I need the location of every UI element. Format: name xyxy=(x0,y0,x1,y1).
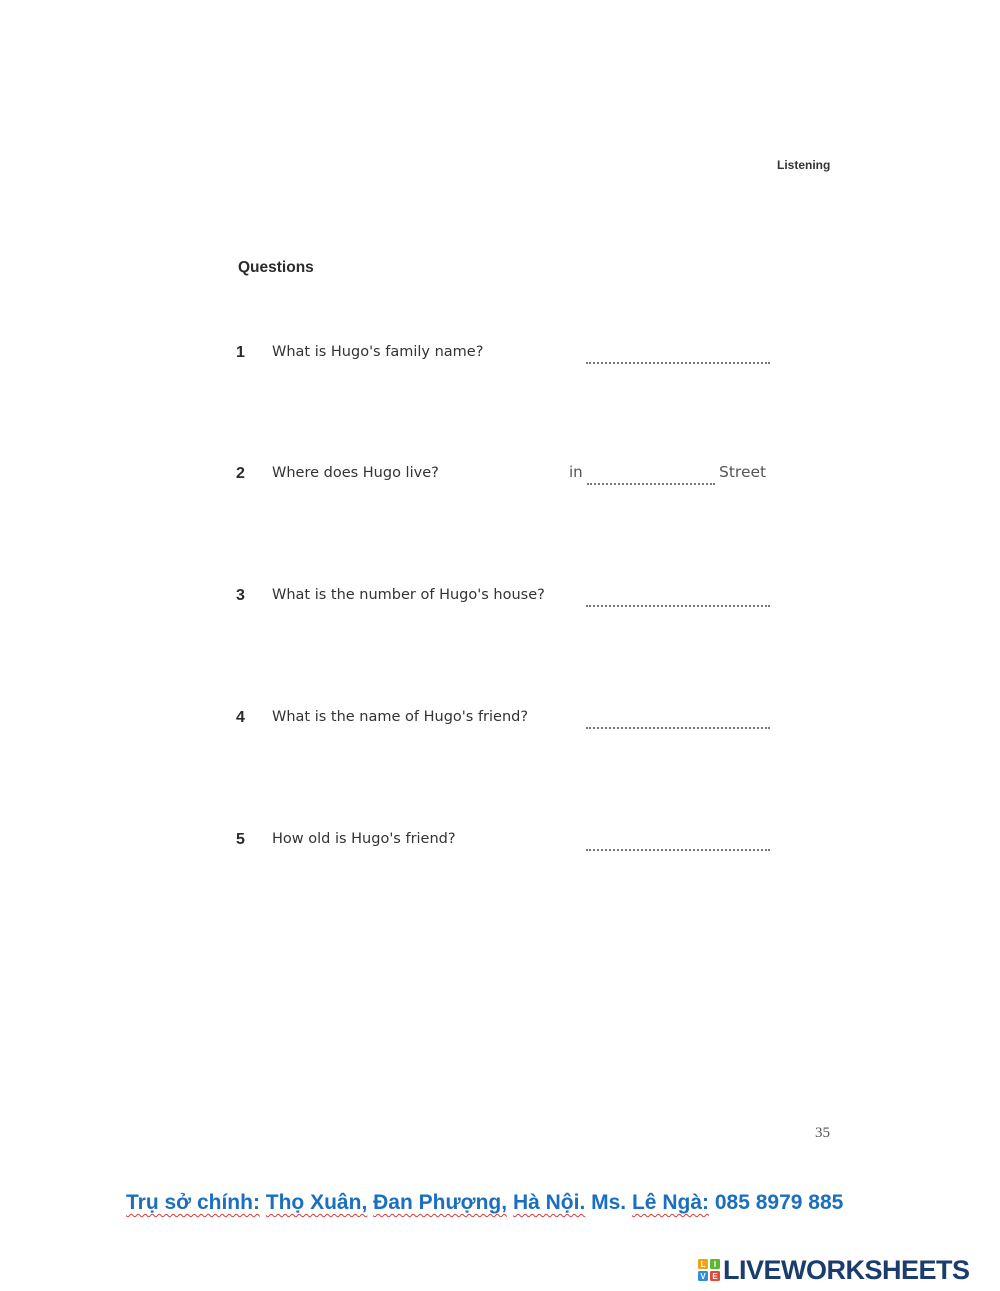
question-row-5 xyxy=(236,829,776,855)
contact-line xyxy=(126,1191,843,1215)
logo-letter: I xyxy=(713,1260,717,1269)
contact-part: Lê Ngà: xyxy=(631,1191,709,1214)
question-text: What is Hugo's family name? xyxy=(272,344,484,360)
answer-blank-3[interactable] xyxy=(586,605,770,607)
questions-heading: Questions xyxy=(238,259,314,276)
question-number: 1 xyxy=(236,344,245,361)
question-text: Where does Hugo live? xyxy=(272,465,439,481)
answer-blank-2[interactable] xyxy=(587,483,715,485)
question-number: 3 xyxy=(236,587,245,604)
question-text: What is the name of Hugo's friend? xyxy=(272,709,529,725)
question-row-3 xyxy=(236,585,776,611)
contact-part: Ms. xyxy=(591,1191,627,1214)
question-text: What is the number of Hugo's house? xyxy=(272,587,545,603)
logo-letter: L xyxy=(700,1260,706,1269)
question-row-4 xyxy=(236,707,776,733)
contact-part: Trụ sở chính: xyxy=(126,1191,260,1214)
contact-part: Hà Nội. xyxy=(512,1191,586,1214)
page-number: 35 xyxy=(815,1125,830,1141)
question-number: 2 xyxy=(236,465,245,482)
logo-letter: V xyxy=(700,1272,706,1281)
question-text: How old is Hugo's friend? xyxy=(272,831,456,847)
question-number: 4 xyxy=(236,709,245,726)
liveworksheets-logo[interactable] xyxy=(698,1254,994,1286)
question-number: 5 xyxy=(236,831,245,848)
answer-blank-4[interactable] xyxy=(586,727,770,729)
contact-part: 085 8979 885 xyxy=(714,1191,844,1214)
logo-letter: E xyxy=(712,1272,718,1281)
question-row-2 xyxy=(236,463,776,489)
liveworksheets-logo-icon xyxy=(698,1259,720,1281)
answer-blank-5[interactable] xyxy=(586,849,770,851)
contact-part: Thọ Xuân, xyxy=(265,1191,368,1214)
question-row-1 xyxy=(236,342,776,368)
answer-blank-1[interactable] xyxy=(586,362,770,364)
answer-suffix: Street xyxy=(719,463,767,481)
answer-prefix: in xyxy=(569,463,583,481)
contact-part: Đan Phượng, xyxy=(373,1191,508,1214)
liveworksheets-wordmark: LIVEWORKSHEETS xyxy=(723,1255,970,1285)
section-label: Listening xyxy=(777,158,831,172)
